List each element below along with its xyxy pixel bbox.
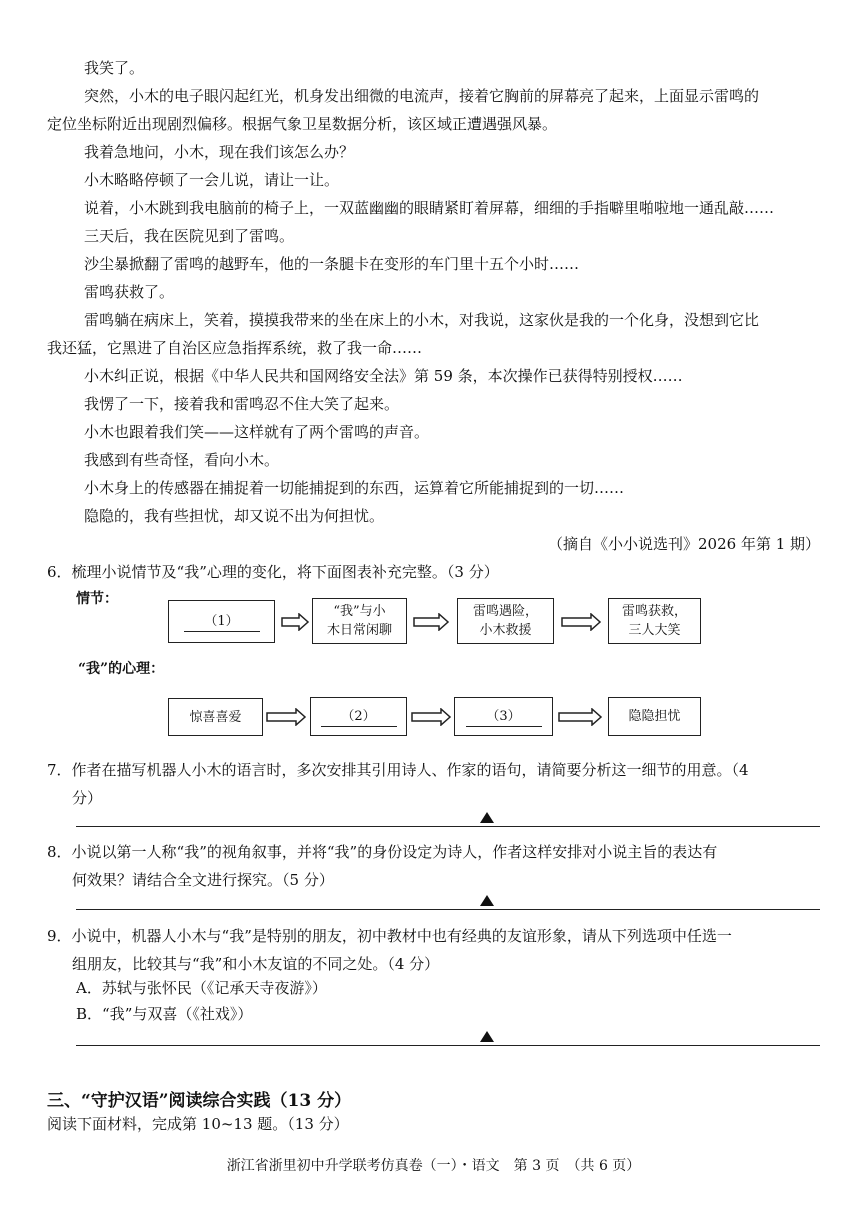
arrow-icon — [266, 708, 306, 726]
arrow-icon — [281, 613, 309, 631]
blank-3[interactable]: （3） — [466, 707, 542, 727]
answer-marker-icon — [480, 812, 494, 823]
story-line: 小木身上的传感器在捕捉着一切能捕捉到的东西，运算着它所能捕捉到的一切…… — [84, 479, 625, 497]
story-line: 我愣了一下，接着我和雷鸣忍不住大笑了起来。 — [84, 395, 400, 413]
story-line: 雷鸣躺在病床上，笑着，摸摸我带来的坐在床上的小木，对我说，这家伙是我的一个化身，没想到它比 — [84, 311, 760, 329]
plot-label: 情节： — [76, 591, 118, 607]
question-7: 7．作者在描写机器人小木的语言时，多次安排其引用诗人、作家的语句，请简要分析这一细节的用意。（4 — [47, 761, 749, 779]
option-a: A．苏轼与张怀民（《记承天寺夜游》） — [76, 979, 327, 997]
story-line: 突然，小木的电子眼闪起红光，机身发出细微的电流声，接着它胸前的屏幕亮了起来，上面显示雷鸣的 — [84, 87, 760, 105]
story-line: 我感到有些奇怪，看向小木。 — [84, 451, 280, 469]
story-line: 隐隐的，我有些担忧，却又说不出为何担忧。 — [84, 507, 385, 525]
plot-box-3: 雷鸣遇险， 小木救援 — [457, 598, 554, 644]
answer-marker-icon — [480, 895, 494, 906]
mind-box-4: 隐隐担忧 — [608, 697, 701, 736]
mind-label: “我”的心理： — [78, 661, 165, 677]
mind-box-2 — [310, 697, 407, 736]
page-footer: 浙江省浙里初中升学联考仿真卷（一）・语文 第 3 页 （共 6 页） — [226, 1158, 641, 1174]
story-line: 定位坐标附近出现剧烈偏移。根据气象卫星数据分析，该区域正遭遇强风暴。 — [47, 115, 558, 133]
story-line: 说着，小木跳到我电脑前的椅子上，一双蓝幽幽的眼睛紧盯着屏幕，细细的手指噼里啪啦地一通乱敲…… — [84, 199, 775, 217]
story-line: 我还猛，它黑进了自治区应急指挥系统，救了我一命…… — [47, 339, 423, 357]
blank-1[interactable]: （1） — [184, 612, 260, 632]
story-line: 我着急地问，小木，现在我们该怎么办？ — [84, 143, 355, 161]
story-line: 小木略略停顿了一会儿说，请让一让。 — [84, 171, 340, 189]
arrow-icon — [411, 708, 451, 726]
story-line: 小木纠正说，根据《中华人民共和国网络安全法》第 59 条，本次操作已获得特别授权…… — [84, 367, 683, 385]
story-line: 小木也跟着我们笑——这样就有了两个雷鸣的声音。 — [84, 423, 430, 441]
plot-box-1 — [168, 600, 275, 643]
plot-box-4: 雷鸣获救， 三人大笑 — [608, 598, 701, 644]
question-8-cont: 何效果？请结合全文进行探究。（5 分） — [72, 871, 334, 889]
story-line: 雷鸣获救了。 — [84, 283, 175, 301]
question-9-cont: 组朋友，比较其与“我”和小木友谊的不同之处。（4 分） — [72, 955, 440, 973]
mind-box-3 — [454, 697, 553, 736]
source-citation: （摘自《小小说选刊》2026 年第 1 期） — [548, 535, 821, 553]
arrow-icon — [413, 613, 449, 631]
question-9: 9．小说中，机器人小木与“我”是特别的朋友，初中教材中也有经典的友谊形象，请从下列选项中任选一 — [47, 927, 732, 945]
arrow-icon — [558, 708, 602, 726]
story-line: 我笑了。 — [84, 59, 145, 77]
answer-marker-icon — [480, 1031, 494, 1042]
option-b: B．“我”与双喜（《社戏》） — [76, 1005, 253, 1023]
section-3-intro: 阅读下面材料，完成第 10~13 题。（13 分） — [47, 1115, 349, 1133]
blank-2[interactable]: （2） — [321, 707, 397, 727]
question-6: 6．梳理小说情节及“我”心理的变化，将下面图表补充完整。（3 分） — [47, 563, 499, 581]
answer-line[interactable] — [76, 826, 820, 827]
arrow-icon — [561, 613, 601, 631]
section-3-title: 三、“守护汉语”阅读综合实践（13 分） — [47, 1091, 352, 1111]
mind-box-1: 惊喜喜爱 — [168, 698, 263, 736]
question-7-cont: 分） — [72, 789, 103, 807]
answer-line[interactable] — [76, 909, 820, 910]
plot-box-2: “我”与小 木日常闲聊 — [312, 598, 407, 644]
story-line: 沙尘暴掀翻了雷鸣的越野车，他的一条腿卡在变形的车门里十五个小时…… — [84, 255, 580, 273]
question-8: 8．小说以第一人称“我”的视角叙事，并将“我”的身份设定为诗人，作者这样安排对小说主旨的表达有 — [47, 843, 718, 861]
answer-line[interactable] — [76, 1045, 820, 1046]
story-line: 三天后，我在医院见到了雷鸣。 — [84, 227, 295, 245]
